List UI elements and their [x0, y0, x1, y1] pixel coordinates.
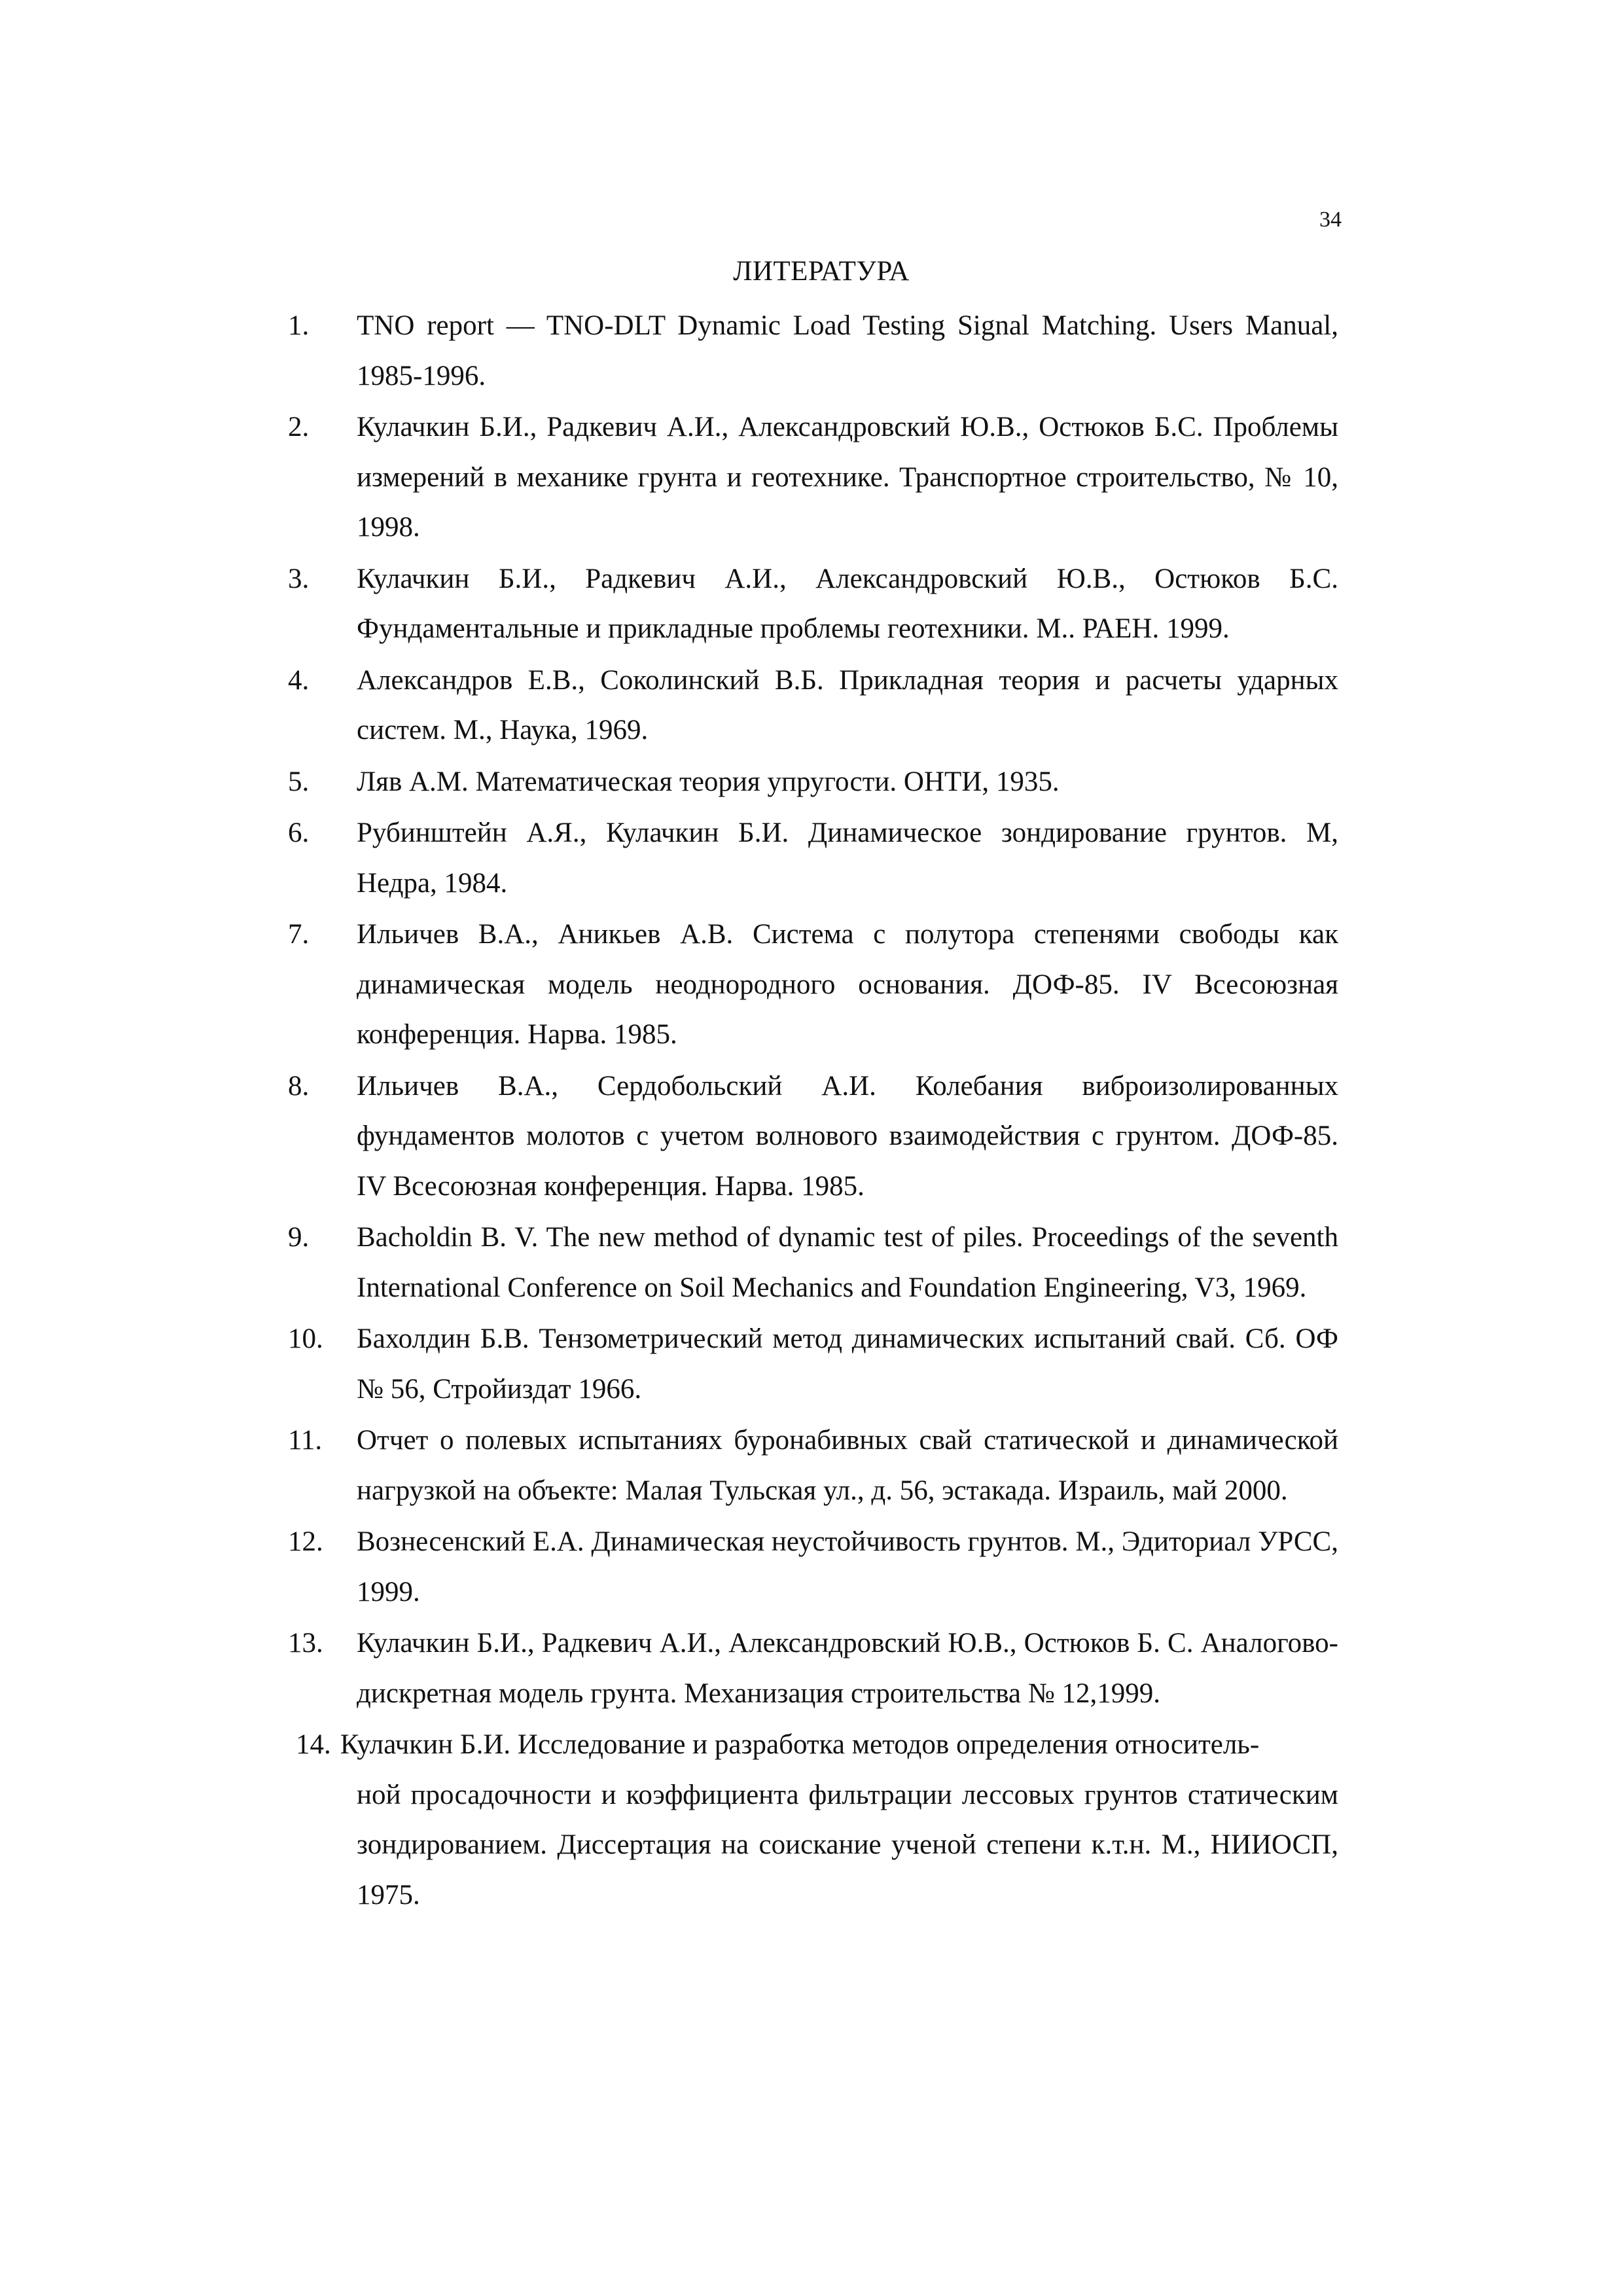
reference-number: 4.: [288, 664, 310, 696]
reference-item: [288, 1517, 1338, 1617]
reference-text: Ильичев В.А., Сердобольский А.И. Колебания виброизолированных фундаментов молотов с учетом волнового взаимодействия с грунтом. ДОФ-85. IV Всесоюзная конференция. Нарва. 1985.: [357, 1070, 1338, 1202]
reference-text: Ляв А.М. Математическая теория упругости. ОНТИ, 1935.: [357, 766, 1060, 797]
reference-text: Кулачкин Б.И., Радкевич А.И., Александровский Ю.В., Остюков Б.С. Фундаментальные и прикладные проблемы геотехники. М.. РАЕН. 1999.: [357, 563, 1338, 644]
reference-item: [288, 1720, 1338, 1920]
reference-text: Кулачкин Б.И., Радкевич А.И., Александровский Ю.В., Остюков Б. С. Аналогово-дискретная модель грунта. Механизация строительства № 12,1999.: [357, 1628, 1338, 1709]
reference-item: [288, 1062, 1338, 1212]
reference-number: 13.: [288, 1628, 323, 1659]
reference-text: TNO report — TNO-DLT Dynamic Load Testing Signal Matching. Users Manual, 1985-1996.: [357, 310, 1338, 391]
reference-number: 7.: [288, 919, 310, 950]
reference-item: [288, 910, 1338, 1060]
reference-item: [288, 554, 1338, 655]
reference-number: 3.: [288, 563, 310, 594]
page-title: ЛИТЕРАТУРА: [733, 256, 910, 287]
reference-text-continuation: ной просадочности и коэффициента фильтрации лессовых грунтов статическим зондированием. Диссертация на соискание ученой степени к.т.н. М., НИИОСП, 1975.: [357, 1779, 1338, 1910]
reference-text: Бахолдин Б.В. Тензометрический метод динамических испытаний свай. Сб. ОФ № 56, Стройиздат 1966.: [357, 1323, 1338, 1405]
reference-list: [288, 301, 1338, 1922]
reference-text: Рубинштейн А.Я., Кулачкин Б.И. Динамическое зондирование грунтов. М, Недра, 1984.: [357, 817, 1338, 899]
reference-number: 5.: [288, 766, 310, 797]
reference-item: [288, 403, 1338, 553]
reference-text: Ильичев В.А., Аникьев А.В. Система с полутора степенями свободы как динамическая модель неоднородного основания. ДОФ-85. IV Всесоюзная конференция. Нарва. 1985.: [357, 919, 1338, 1050]
reference-item: [288, 301, 1338, 401]
reference-number: 2.: [288, 412, 310, 442]
page-number: 34: [1319, 207, 1342, 232]
reference-text: Кулачкин Б.И., Радкевич А.И., Александровский Ю.В., Остюков Б.С. Проблемы измерений в механике грунта и геотехнике. Транспортное строительство, № 10, 1998.: [357, 412, 1338, 543]
reference-item: [288, 1213, 1338, 1313]
reference-number: 1.: [288, 310, 310, 341]
reference-number: 14.: [296, 1729, 331, 1760]
reference-item: [288, 1314, 1338, 1414]
reference-text: Bacholdin B. V. The new method of dynamic test of piles. Proceedings of the seventh International Conference on Soil Mechanics and Foundation Engineering, V3, 1969.: [357, 1222, 1338, 1303]
reference-number: 6.: [288, 817, 310, 848]
reference-text: Кулачкин Б.И. Исследование и разработка методов определения относитель-: [340, 1729, 1260, 1760]
reference-number: 10.: [288, 1323, 323, 1354]
reference-number: 12.: [288, 1526, 323, 1557]
reference-number: 8.: [288, 1070, 310, 1102]
reference-item: [288, 656, 1338, 756]
reference-item: [288, 1416, 1338, 1516]
reference-item: [288, 808, 1338, 908]
reference-item: [288, 757, 1338, 808]
reference-text: Отчет о полевых испытаниях буронабивных свай статической и динамической нагрузкой на объекте: Малая Тульская ул., д. 56, эстакада. Израиль, май 2000.: [357, 1425, 1338, 1506]
reference-number: 9.: [288, 1222, 310, 1253]
reference-number: 11.: [288, 1425, 323, 1456]
reference-text: Вознесенский Е.А. Динамическая неустойчивость грунтов. М., Эдиториал УРСС, 1999.: [357, 1526, 1338, 1607]
reference-item: [288, 1619, 1338, 1719]
reference-text: Александров Е.В., Соколинский В.Б. Прикладная теория и расчеты ударных систем. М., Наука, 1969.: [357, 664, 1338, 745]
